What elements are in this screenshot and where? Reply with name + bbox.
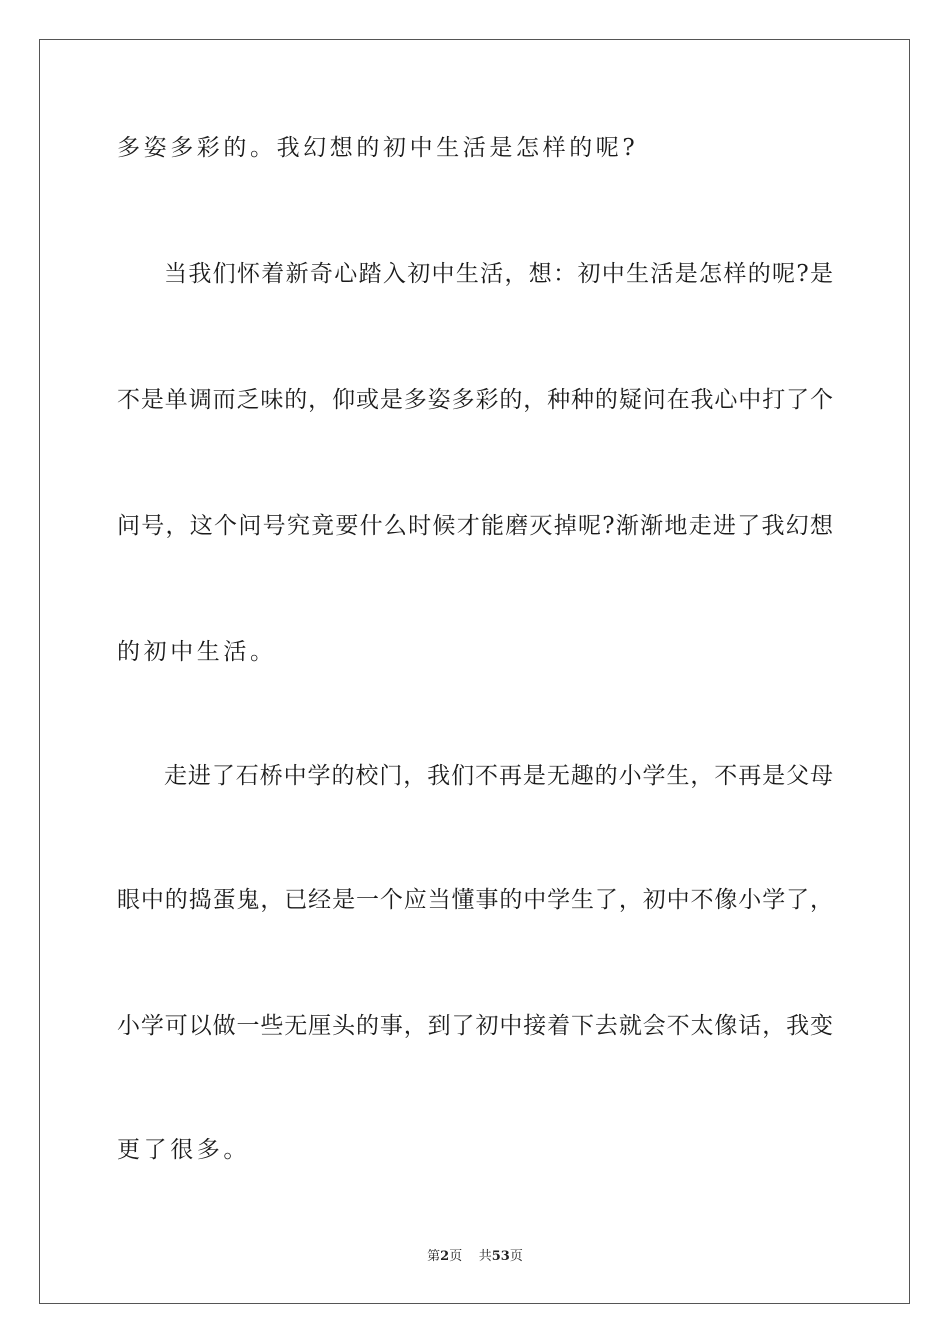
page-border [39,39,910,1304]
text-line-4: 问号，这个问号究竟要什么时候才能磨灭掉呢?渐渐地走进了我幻想 [117,513,833,539]
footer-total-prefix: 共 [478,1249,492,1264]
text-line-5: 的初中生活。 [117,639,277,665]
text-line-1: 多姿多彩的。我幻想的初中生活是怎样的呢? [117,135,639,161]
total-pages-number: 53 [491,1249,510,1264]
page-footer [0,1248,950,1266]
footer-page-unit: 页 [449,1249,463,1264]
text-line-8: 小学可以做一些无厘头的事，到了初中接着下去就会不太像话，我变 [117,1013,833,1039]
text-line-7: 眼中的捣蛋鬼，已经是一个应当懂事的中学生了，初中不像小学了， [117,887,833,913]
current-page-number: 2 [440,1249,450,1264]
footer-prefix: 第 [427,1249,441,1264]
text-line-2: 当我们怀着新奇心踏入初中生活，想：初中生活是怎样的呢?是 [164,261,833,287]
text-line-6: 走进了石桥中学的校门，我们不再是无趣的小学生，不再是父母 [164,763,833,789]
text-line-3: 不是单调而乏味的，仰或是多姿多彩的，种种的疑问在我心中打了个 [117,387,833,413]
footer-total-unit: 页 [509,1249,523,1264]
text-line-9: 更了很多。 [117,1137,250,1163]
